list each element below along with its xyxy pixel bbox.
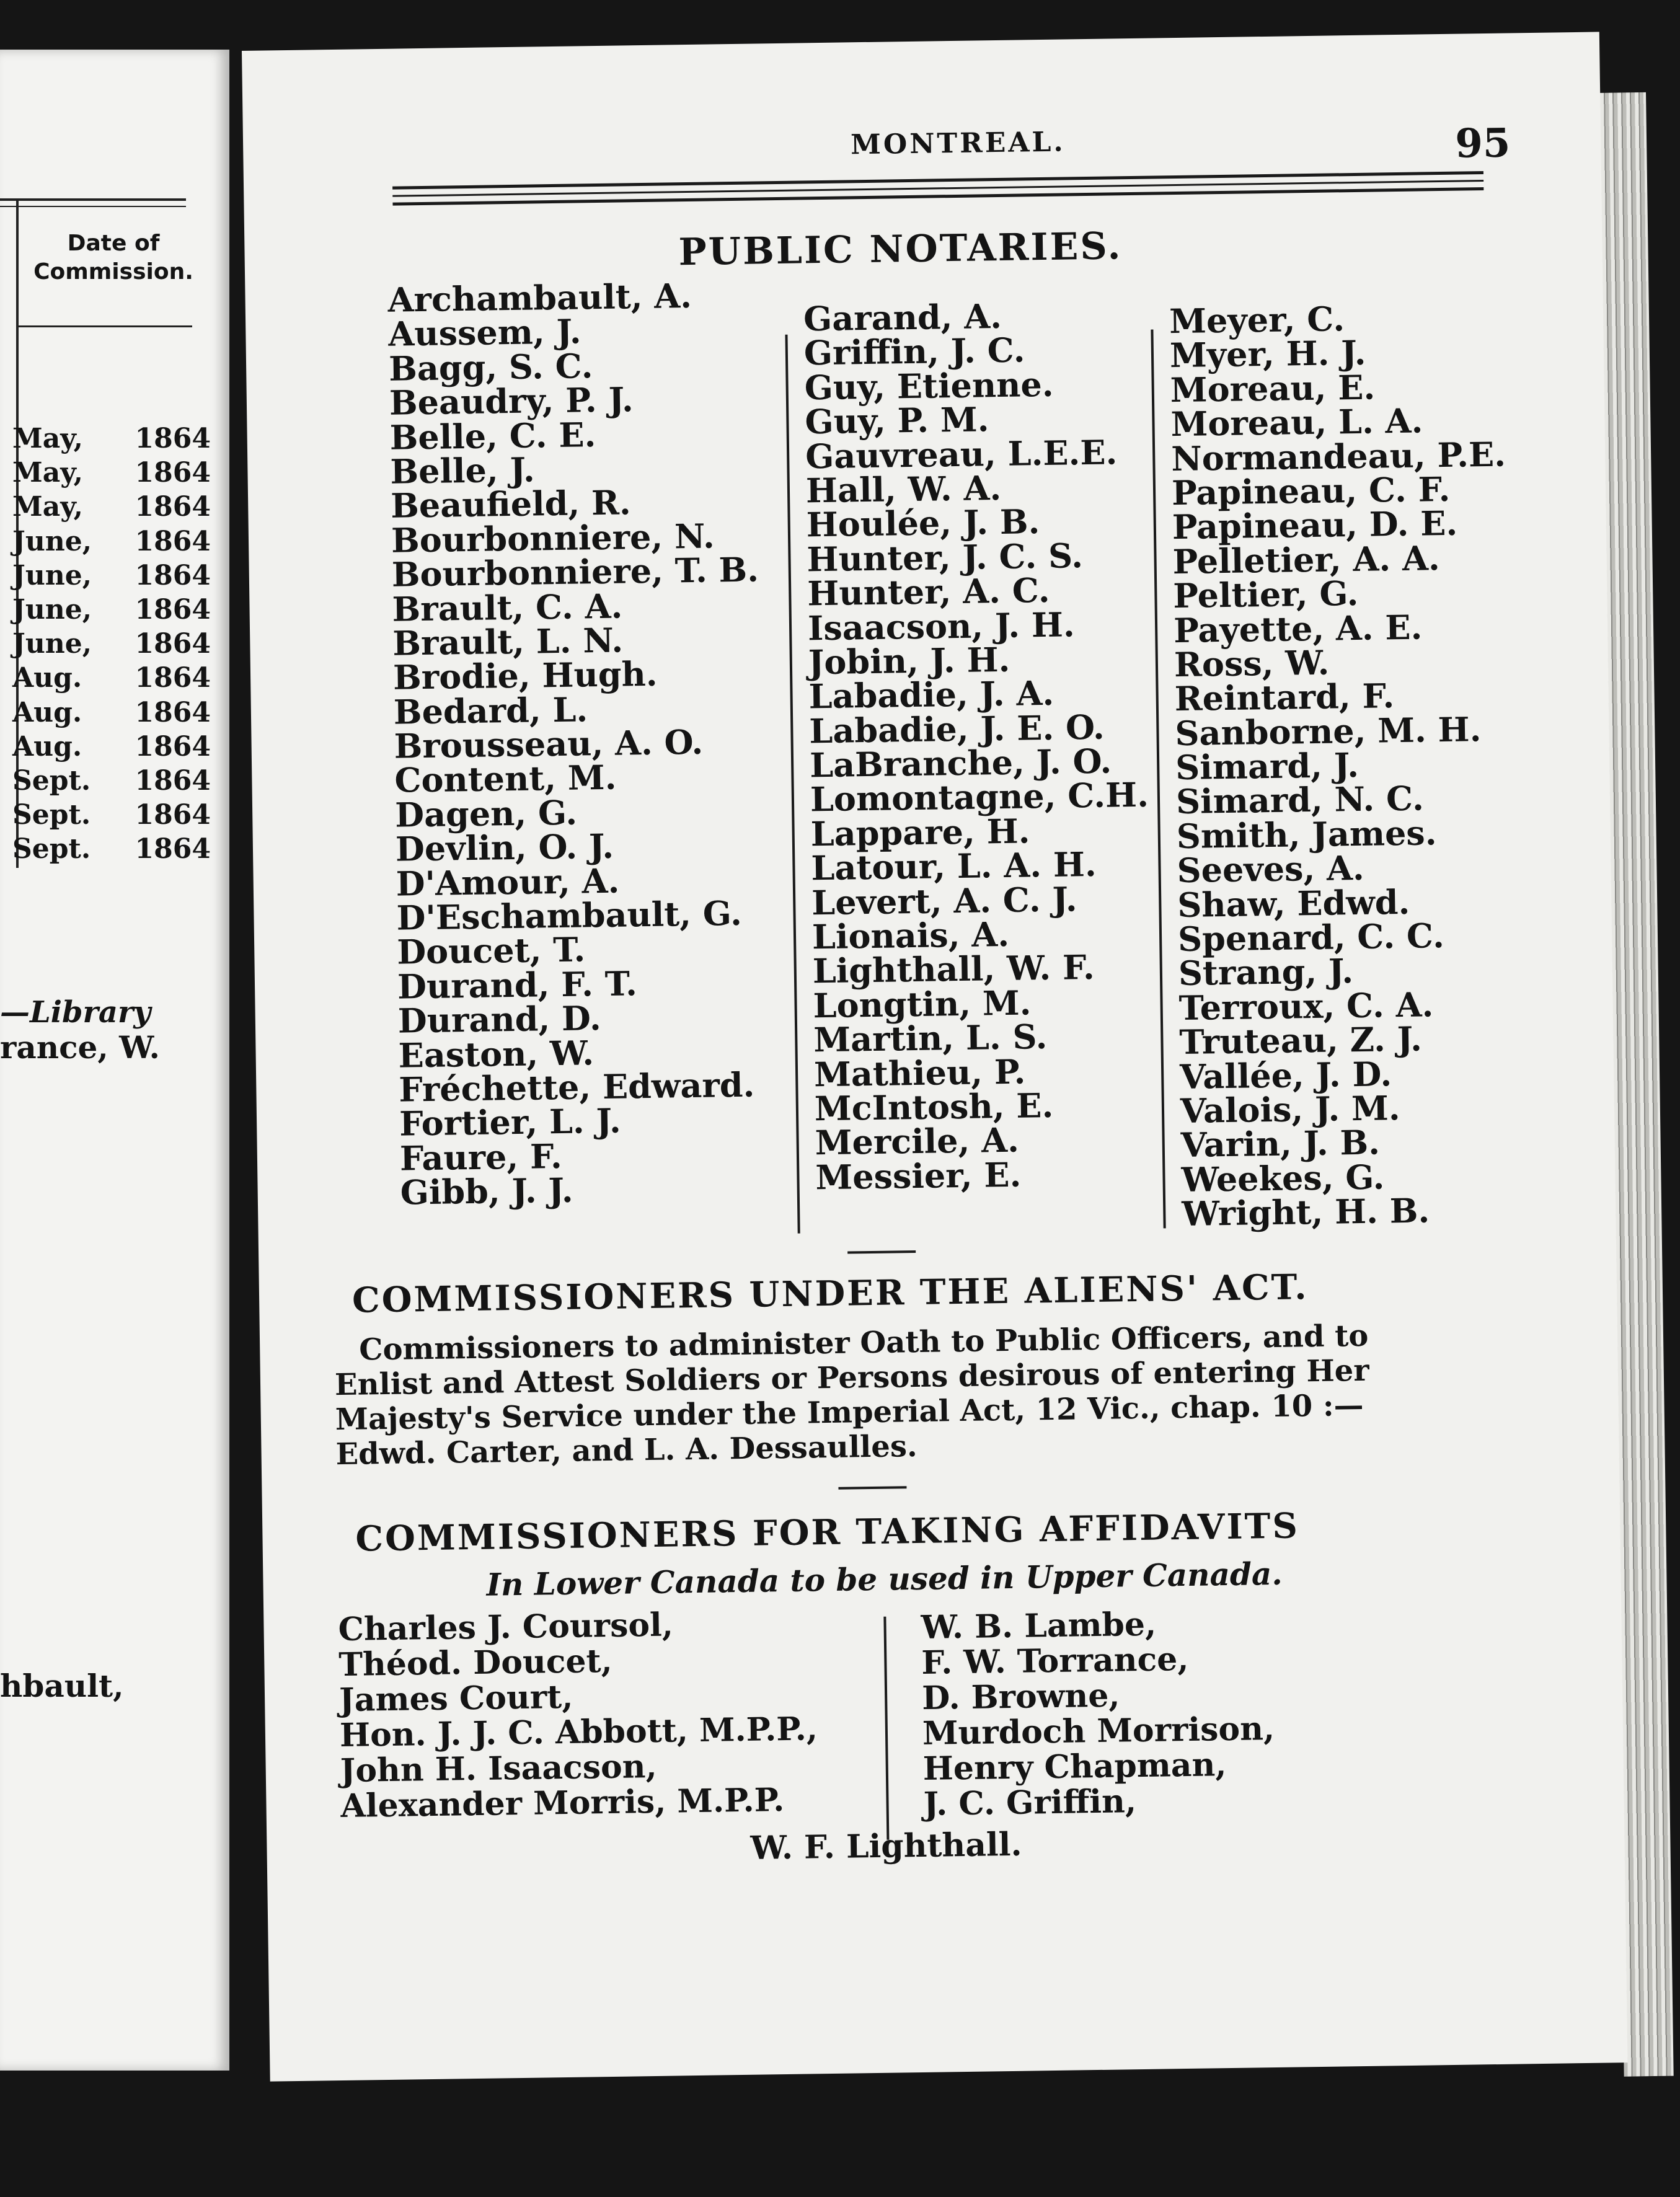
left-page-fragment [0, 50, 229, 2071]
date-year: 1864 [135, 593, 211, 626]
name-entry: Spenard, C. C. [1177, 916, 1445, 960]
name-entry: Beaufield, R. [390, 482, 632, 526]
affidavits-column-1 [338, 1605, 819, 1824]
commission-dates [12, 422, 211, 866]
paragraph-line: Enlist and Attest Soldiers or Persons desirous of entering Her [334, 1353, 1369, 1403]
name-entry: Weekes, G. [1181, 1157, 1385, 1200]
name-entry: Lighthall, W. F. [812, 947, 1095, 991]
date-of-commission-header: Date of Commission. [33, 231, 193, 285]
name-entry: W. B. Lambe, [921, 1605, 1157, 1647]
column-rule [785, 335, 800, 1234]
name-entry: Lionais, A. [811, 914, 1010, 957]
name-entry: Bourbonniere, N. [391, 516, 715, 560]
name-entry: Charles J. Coursol, [338, 1606, 674, 1649]
name-entry: Payette, A. E. [1173, 607, 1423, 650]
date-year: 1864 [135, 662, 211, 694]
name-entry: Fréchette, Edward. [398, 1064, 755, 1110]
name-entry: Longtin, M. [813, 983, 1032, 1026]
name-entry: Beaudry, P. J. [389, 379, 634, 423]
date-row [12, 627, 211, 661]
date-year: 1864 [135, 730, 211, 763]
name-entry: Simard, N. C. [1175, 778, 1425, 822]
date-month: Aug. [12, 662, 82, 694]
name-entry: F. W. Torrance, [921, 1640, 1189, 1682]
name-entry: Ross, W. [1174, 642, 1330, 685]
date-month: May, [12, 457, 83, 489]
name-entry: D. Browne, [921, 1676, 1120, 1717]
name-entry: Hunter, J. C. S. [807, 535, 1084, 580]
name-entry: Brodie, Hugh. [392, 654, 658, 697]
header-rule [392, 187, 1483, 206]
name-entry: Alexander Morris, M.P.P. [340, 1781, 785, 1826]
name-entry: Sanborne, M. H. [1175, 709, 1482, 753]
date-year: 1864 [135, 696, 211, 728]
header-rule [0, 198, 186, 201]
name-entry: Smith, James. [1176, 813, 1437, 856]
date-row [12, 730, 211, 764]
notaries-column-3 [1169, 300, 1516, 1232]
name-entry: Terroux, C. A. [1178, 984, 1434, 1028]
name-entry: Guy, Etienne. [804, 364, 1054, 408]
header-rule [392, 171, 1483, 190]
date-year: 1864 [135, 559, 211, 591]
date-year: 1864 [135, 423, 211, 454]
name-entry: Easton, W. [398, 1032, 595, 1076]
name-entry: Mercile, A. [815, 1120, 1020, 1163]
name-entry: Levert, A. C. J. [811, 878, 1078, 922]
public-notaries-title: PUBLIC NOTARIES. [678, 224, 1123, 275]
column-rule [883, 1617, 889, 1840]
date-month: May, [12, 423, 83, 454]
date-year: 1864 [135, 764, 211, 797]
name-entry: Seeves, A. [1177, 848, 1365, 891]
name-entry: Dagen, G. [394, 792, 578, 835]
date-year: 1864 [135, 628, 211, 660]
name-entry: Hunter, A. C. [807, 570, 1051, 614]
name-entry: Moreau, L. A. [1170, 400, 1423, 444]
affidavits-subtitle: In Lower Canada to be used in Upper Canada. [486, 1555, 1283, 1603]
date-row [12, 593, 211, 627]
date-month: Sept. [12, 833, 91, 865]
name-entry: Lappare, H. [810, 811, 1030, 854]
date-month: Aug. [12, 730, 82, 763]
date-row [12, 764, 211, 798]
name-entry: Strang, J. [1178, 951, 1354, 994]
name-entry: J. C. Griffin, [923, 1782, 1137, 1823]
name-entry: Lomontagne, C.H. [810, 775, 1149, 820]
name-entry: Faure, F. [399, 1136, 563, 1178]
name-entry: Content, M. [394, 758, 617, 801]
date-row [12, 490, 211, 524]
name-entry: Simard, J. [1175, 745, 1359, 788]
date-month: June, [12, 559, 92, 591]
running-head: MONTREAL. [850, 126, 1066, 161]
name-entry: Brault, L. N. [392, 620, 624, 663]
rance-fragment: rance, W. [0, 1029, 160, 1066]
name-entry: Moreau, E. [1170, 367, 1376, 410]
paragraph-line: Edwd. Carter, and L. A. Dessaulles. [335, 1429, 917, 1472]
right-page [242, 32, 1628, 2081]
section-divider [838, 1486, 906, 1490]
name-entry: Jobin, J. H. [808, 639, 1010, 683]
name-entry: Vallée, J. D. [1179, 1053, 1392, 1097]
date-year: 1864 [135, 799, 211, 831]
name-entry: Peltier, G. [1172, 573, 1359, 616]
name-entry: D'Amour, A. [396, 860, 620, 904]
name-entry: Latour, L. A. H. [811, 844, 1097, 888]
date-year: 1864 [135, 457, 211, 489]
date-year: 1864 [135, 525, 211, 557]
name-entry: Devlin, O. J. [395, 826, 614, 869]
date-month: Aug. [12, 696, 82, 728]
date-month: Sept. [12, 799, 91, 831]
date-row [12, 798, 211, 832]
notaries-column-1 [387, 275, 767, 1213]
section-divider [847, 1250, 916, 1254]
paragraph-line: Commissioners to administer Oath to Public Officers, and to [358, 1318, 1369, 1368]
column-rule [1151, 330, 1165, 1229]
name-entry: Labadie, J. E. O. [808, 707, 1105, 751]
name-entry: Reintard, F. [1174, 676, 1395, 719]
hault-fragment: hbault, [0, 1668, 124, 1704]
name-entry: Guy, P. M. [804, 399, 989, 442]
name-entry: Shaw, Edwd. [1177, 882, 1410, 925]
name-entry: Houlée, J. B. [806, 502, 1040, 545]
name-entry: Normandeau, P.E. [1170, 434, 1506, 479]
name-entry: Truteau, Z. J. [1179, 1019, 1423, 1063]
name-entry: Fortier, L. J. [399, 1101, 622, 1144]
name-entry: Varin, J. B. [1180, 1122, 1381, 1165]
name-entry: Griffin, J. C. [803, 330, 1025, 373]
name-entry: Papineau, C. F. [1171, 469, 1451, 513]
aliens-act-paragraph [334, 1317, 1501, 1472]
date-row [12, 559, 211, 593]
date-row [12, 524, 211, 559]
affidavits-title: COMMISSIONERS FOR TAKING AFFIDAVITS [355, 1505, 1300, 1560]
name-entry: Martin, L. S. [813, 1017, 1048, 1060]
notaries-column-2 [803, 296, 1154, 1198]
name-entry: LaBranche, J. O. [809, 741, 1112, 785]
name-entry: D'Eschambault, G. [396, 893, 743, 938]
date-month: Sept. [12, 764, 91, 797]
header-rule [0, 206, 186, 207]
name-entry: Messier, E. [815, 1154, 1022, 1198]
date-row [12, 661, 211, 695]
name-entry: Durand, F. T. [397, 963, 638, 1007]
name-entry: Labadie, J. A. [808, 673, 1054, 717]
name-entry: Pelletier, A. A. [1172, 537, 1441, 581]
date-row [12, 696, 211, 730]
name-entry: Wright, H. B. [1181, 1190, 1430, 1234]
name-entry: James Court, [338, 1678, 573, 1720]
name-entry: Théod. Doucet, [338, 1642, 613, 1684]
name-entry: Hon. J. J. C. Abbott, M.P.P., [339, 1710, 818, 1755]
date-month: June, [12, 525, 92, 557]
affidavits-last-name: W. F. Lighthall. [750, 1825, 1022, 1867]
name-entry: Mathieu, P. [813, 1051, 1026, 1094]
date-year: 1864 [135, 833, 211, 865]
name-entry: Valois, J. M. [1180, 1088, 1400, 1131]
name-entry: Hall, W. A. [805, 467, 1002, 511]
paragraph-line: Majesty's Service under the Imperial Act, 12 Vic., chap. 10 :— [335, 1387, 1364, 1438]
header-underline [19, 325, 192, 327]
name-entry: Isaacson, J. H. [807, 604, 1076, 648]
name-entry: Brousseau, A. O. [394, 722, 704, 766]
date-row [12, 422, 211, 456]
page-number: 95 [1454, 120, 1511, 167]
name-entry: Henry Chapman, [922, 1746, 1227, 1788]
name-entry: Gibb, J. J. [400, 1170, 574, 1213]
name-entry: Belle, J. [390, 449, 536, 492]
date-month: June, [12, 628, 92, 660]
name-entry: Garand, A. [803, 296, 1002, 339]
date-year: 1864 [135, 491, 211, 523]
date-row [12, 832, 211, 866]
name-entry: Doucet, T. [396, 929, 586, 973]
name-entry: Archambault, A. [387, 275, 692, 320]
name-entry: John H. Isaacson, [340, 1747, 657, 1790]
name-entry: Belle, C. E. [389, 414, 596, 458]
name-entry: Murdoch Morrison, [922, 1710, 1275, 1753]
name-entry: Papineau, D. E. [1172, 503, 1458, 547]
name-entry: Aussem, J. [387, 311, 582, 355]
name-entry: Bourbonniere, T. B. [391, 549, 759, 595]
date-month: June, [12, 593, 92, 626]
affidavits-column-2 [921, 1605, 1276, 1822]
name-entry: Bedard, L. [393, 689, 588, 732]
aliens-act-title: COMMISSIONERS UNDER THE ALIENS' ACT. [351, 1266, 1309, 1321]
name-entry: Brault, C. A. [392, 586, 623, 629]
date-month: May, [12, 491, 83, 523]
name-entry: McIntosh, E. [814, 1085, 1054, 1129]
name-entry: Myer, H. J. [1169, 333, 1366, 376]
date-row [12, 456, 211, 490]
library-fragment: —Library [0, 995, 151, 1030]
name-entry: Bagg, S. C. [388, 345, 593, 389]
name-entry: Meyer, C. [1169, 299, 1345, 342]
name-entry: Gauvreau, L.E.E. [805, 431, 1118, 476]
name-entry: Durand, D. [397, 998, 602, 1041]
